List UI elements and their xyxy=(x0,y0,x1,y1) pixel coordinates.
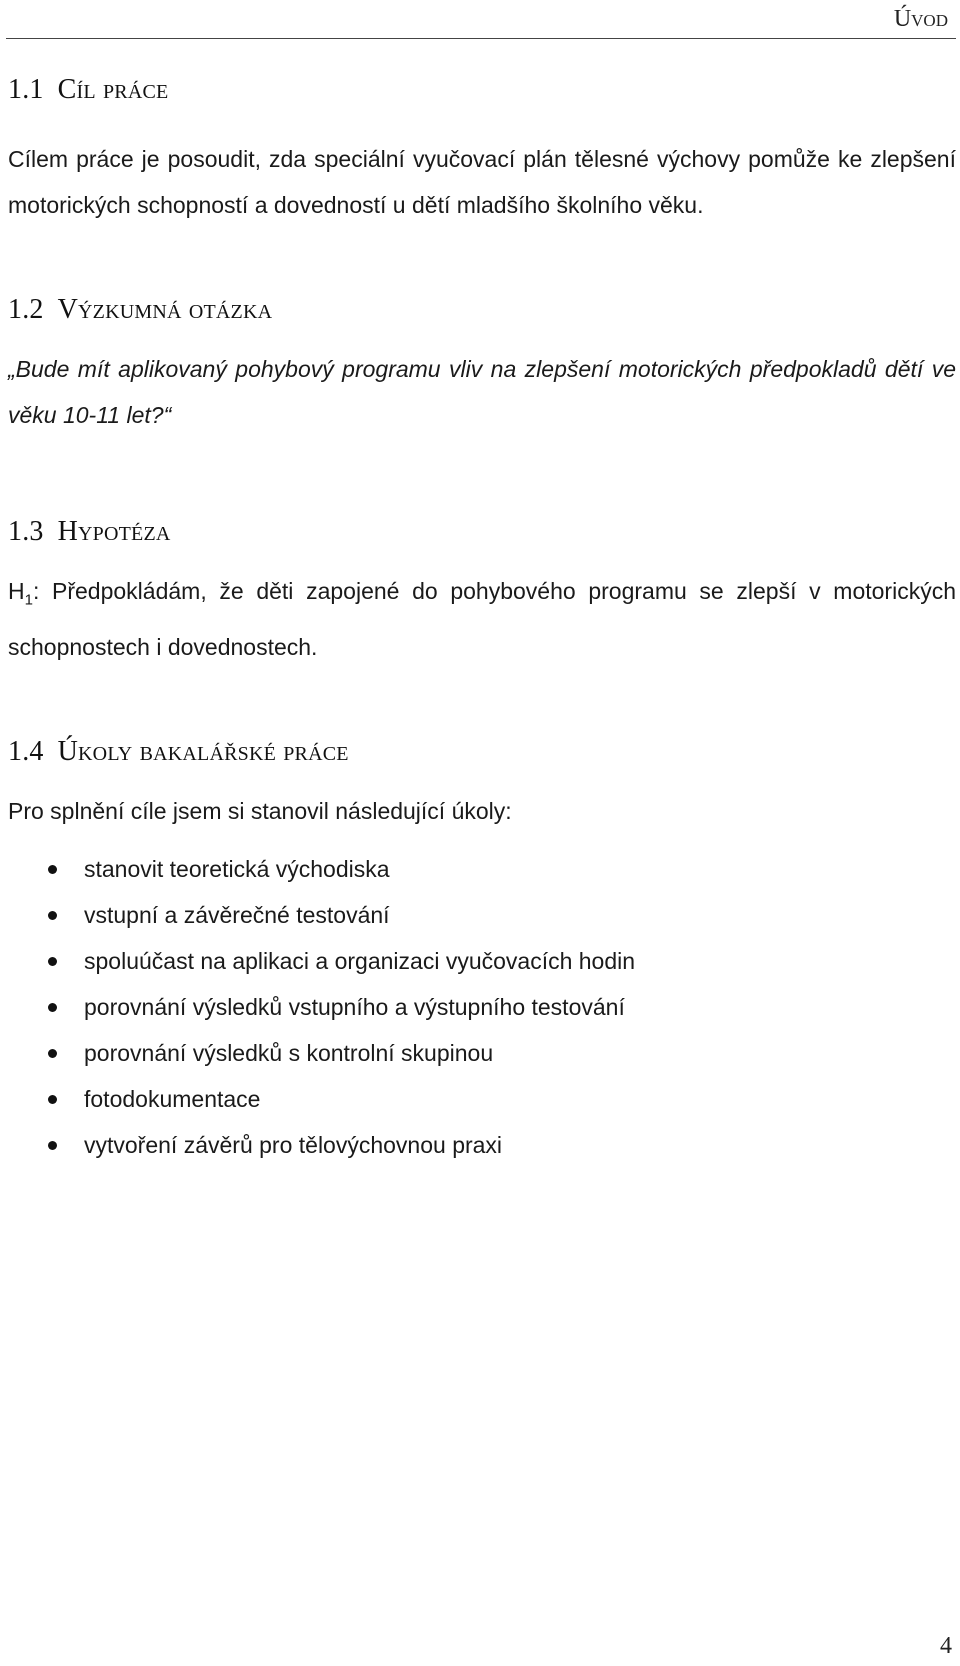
header-rule xyxy=(6,38,956,39)
list-item: vytvoření závěrů pro tělovýchovnou praxi xyxy=(8,1122,956,1168)
section-heading xyxy=(8,516,956,548)
hypothesis-paragraph xyxy=(8,568,956,670)
section-title: Úkoly bakalářské práce xyxy=(57,736,349,767)
bullet-icon xyxy=(48,865,57,874)
section-heading xyxy=(8,294,956,326)
section-tasks xyxy=(8,736,956,1168)
section-paragraph: Pro splnění cíle jsem si stanovil následující úkoly: xyxy=(8,798,512,824)
section-title: Výzkumná otázka xyxy=(57,294,273,325)
section-goal xyxy=(8,74,956,228)
hypothesis-subscript: 1 xyxy=(24,591,33,609)
bullet-icon xyxy=(48,1141,57,1150)
list-item: porovnání výsledků s kontrolní skupinou xyxy=(8,1030,956,1076)
bullet-icon xyxy=(48,957,57,966)
section-number: 1.4 xyxy=(8,736,44,767)
page-number: 4 xyxy=(940,1633,952,1659)
hypothesis-label: H xyxy=(8,578,25,604)
bullet-icon xyxy=(48,1095,57,1104)
bullet-icon xyxy=(48,1003,57,1012)
list-item: stanovit teoretická východiska xyxy=(8,846,956,892)
section-hypothesis xyxy=(8,516,956,670)
running-head: Úvod xyxy=(893,6,948,32)
bullet-icon xyxy=(48,1049,57,1058)
section-research-question xyxy=(8,294,956,438)
section-title: Cíl práce xyxy=(57,74,169,105)
bullet-icon xyxy=(48,911,57,920)
list-item: vstupní a závěrečné testování xyxy=(8,892,956,938)
section-heading xyxy=(8,74,956,106)
section-paragraph: Cílem práce je posoudit, zda speciální vyučovací plán tělesné výchovy pomůže ke zlepšení motorických schopností a dovedností u dětí mladšího školního věku. xyxy=(8,146,956,218)
section-title: Hypotéza xyxy=(57,516,171,547)
section-number: 1.2 xyxy=(8,294,44,325)
list-item: porovnání výsledků vstupního a výstupního testování xyxy=(8,984,956,1030)
task-list xyxy=(8,846,956,1168)
section-number: 1.3 xyxy=(8,516,44,547)
hypothesis-text: : Předpokládám, že děti zapojené do pohybového programu se zlepší v motorických schopnostech i dovednostech. xyxy=(8,578,956,660)
research-question-text: „Bude mít aplikovaný pohybový programu vliv na zlepšení motorických předpokladů dětí ve věku 10-11 let?“ xyxy=(8,356,956,428)
section-heading xyxy=(8,736,956,768)
list-item: spoluúčast na aplikaci a organizaci vyučovacích hodin xyxy=(8,938,956,984)
section-number: 1.1 xyxy=(8,74,44,105)
list-item: fotodokumentace xyxy=(8,1076,956,1122)
